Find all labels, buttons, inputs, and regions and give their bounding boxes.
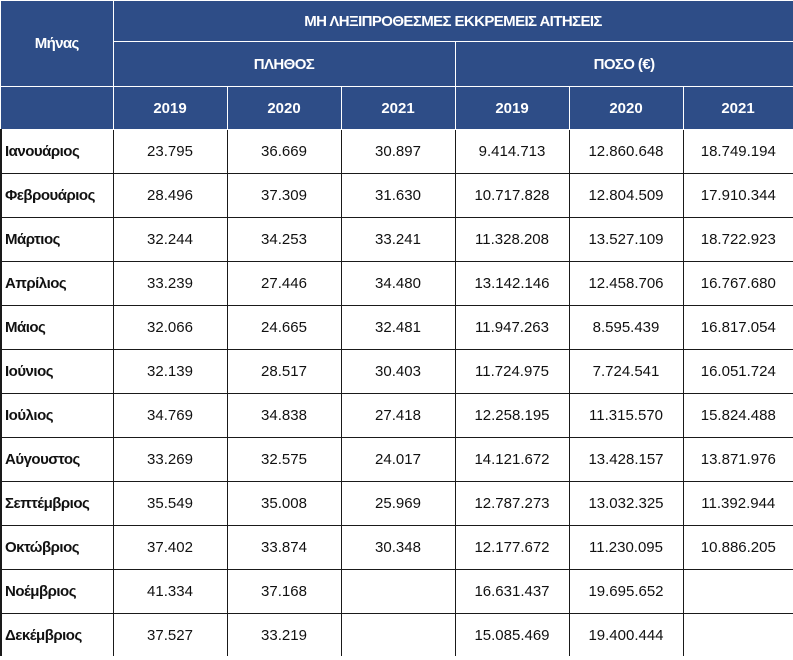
amount-2020-cell: 11.315.570: [569, 394, 683, 438]
count-2020-cell: 27.446: [227, 262, 341, 306]
amount-2019-cell: 11.328.208: [455, 218, 569, 262]
count-2020-cell: 28.517: [227, 350, 341, 394]
amount-2020-cell: 19.695.652: [569, 570, 683, 614]
table-row: [1, 394, 793, 438]
month-cell: Ιούλιος: [1, 394, 113, 438]
count-2021-cell: [341, 614, 455, 657]
table-title: ΜΗ ΛΗΞΙΠΡΟΘΕΣΜΕΣ ΕΚΚΡΕΜΕΙΣ ΑΙΤΗΣΕΙΣ: [113, 1, 793, 42]
amount-2019-cell: 12.258.195: [455, 394, 569, 438]
count-2020-cell: 32.575: [227, 438, 341, 482]
year-header-amount-2020: 2020: [569, 87, 683, 130]
count-2019-cell: 33.269: [113, 438, 227, 482]
table-header: [1, 1, 793, 130]
count-2020-cell: 37.168: [227, 570, 341, 614]
amount-group-header: ΠΟΣΟ (€): [455, 42, 793, 87]
amount-2021-cell: 18.722.923: [683, 218, 793, 262]
table-row: [1, 218, 793, 262]
count-2020-cell: 37.309: [227, 174, 341, 218]
amount-2021-cell: 13.871.976: [683, 438, 793, 482]
count-2019-cell: 32.244: [113, 218, 227, 262]
count-2021-cell: 34.480: [341, 262, 455, 306]
table-row: [1, 482, 793, 526]
amount-2019-cell: 9.414.713: [455, 130, 569, 174]
table-row: [1, 350, 793, 394]
table-body: [1, 130, 793, 657]
count-2020-cell: 24.665: [227, 306, 341, 350]
amount-2021-cell: [683, 570, 793, 614]
amount-2019-cell: 13.142.146: [455, 262, 569, 306]
count-2019-cell: 34.769: [113, 394, 227, 438]
amount-2019-cell: 14.121.672: [455, 438, 569, 482]
amount-2020-cell: 12.804.509: [569, 174, 683, 218]
count-2021-cell: 32.481: [341, 306, 455, 350]
count-2021-cell: 33.241: [341, 218, 455, 262]
amount-2019-cell: 12.787.273: [455, 482, 569, 526]
amount-2019-cell: 10.717.828: [455, 174, 569, 218]
month-cell: Απρίλιος: [1, 262, 113, 306]
amount-2021-cell: 11.392.944: [683, 482, 793, 526]
amount-2019-cell: 12.177.672: [455, 526, 569, 570]
amount-2020-cell: 13.428.157: [569, 438, 683, 482]
amount-2020-cell: 12.860.648: [569, 130, 683, 174]
table-row: [1, 174, 793, 218]
year-header-count-2019: 2019: [113, 87, 227, 130]
year-header-count-2020: 2020: [227, 87, 341, 130]
month-column-header: Μήνας: [1, 1, 113, 87]
table-row: [1, 438, 793, 482]
amount-2021-cell: 16.051.724: [683, 350, 793, 394]
table-row: [1, 306, 793, 350]
year-header-amount-2021: 2021: [683, 87, 793, 130]
count-2021-cell: 25.969: [341, 482, 455, 526]
count-2021-cell: 30.348: [341, 526, 455, 570]
table-row: [1, 614, 793, 657]
table-row: [1, 262, 793, 306]
month-cell: Ιανουάριος: [1, 130, 113, 174]
month-cell: Μάρτιος: [1, 218, 113, 262]
amount-2021-cell: 15.824.488: [683, 394, 793, 438]
month-cell: Μάιος: [1, 306, 113, 350]
month-cell: Αύγουστος: [1, 438, 113, 482]
count-2019-cell: 37.527: [113, 614, 227, 657]
count-group-header: ΠΛΗΘΟΣ: [113, 42, 455, 87]
count-2019-cell: 37.402: [113, 526, 227, 570]
amount-2020-cell: 19.400.444: [569, 614, 683, 657]
amount-2019-cell: 11.724.975: [455, 350, 569, 394]
amount-2020-cell: 7.724.541: [569, 350, 683, 394]
amount-2020-cell: 12.458.706: [569, 262, 683, 306]
count-2021-cell: 31.630: [341, 174, 455, 218]
count-2021-cell: 30.403: [341, 350, 455, 394]
amount-2019-cell: 15.085.469: [455, 614, 569, 657]
table-row: [1, 570, 793, 614]
month-cell: Οκτώβριος: [1, 526, 113, 570]
amount-2020-cell: 8.595.439: [569, 306, 683, 350]
count-2020-cell: 33.874: [227, 526, 341, 570]
amount-2021-cell: 16.817.054: [683, 306, 793, 350]
month-header-spacer: [1, 87, 113, 130]
amount-2019-cell: 11.947.263: [455, 306, 569, 350]
count-2019-cell: 35.549: [113, 482, 227, 526]
count-2020-cell: 34.838: [227, 394, 341, 438]
count-2021-cell: [341, 570, 455, 614]
count-2020-cell: 35.008: [227, 482, 341, 526]
amount-2021-cell: 16.767.680: [683, 262, 793, 306]
count-2019-cell: 23.795: [113, 130, 227, 174]
count-2020-cell: 34.253: [227, 218, 341, 262]
month-cell: Νοέμβριος: [1, 570, 113, 614]
month-cell: Φεβρουάριος: [1, 174, 113, 218]
count-2019-cell: 32.139: [113, 350, 227, 394]
count-2019-cell: 33.239: [113, 262, 227, 306]
count-2021-cell: 24.017: [341, 438, 455, 482]
count-2019-cell: 41.334: [113, 570, 227, 614]
month-cell: Δεκέμβριος: [1, 614, 113, 657]
table-row: [1, 526, 793, 570]
amount-2021-cell: 10.886.205: [683, 526, 793, 570]
count-2021-cell: 30.897: [341, 130, 455, 174]
amount-2020-cell: 13.032.325: [569, 482, 683, 526]
count-2019-cell: 28.496: [113, 174, 227, 218]
year-header-amount-2019: 2019: [455, 87, 569, 130]
amount-2019-cell: 16.631.437: [455, 570, 569, 614]
count-2020-cell: 36.669: [227, 130, 341, 174]
year-header-count-2021: 2021: [341, 87, 455, 130]
table-row: [1, 130, 793, 174]
amount-2021-cell: [683, 614, 793, 657]
month-cell: Σεπτέμβριος: [1, 482, 113, 526]
amount-2020-cell: 11.230.095: [569, 526, 683, 570]
month-cell: Ιούνιος: [1, 350, 113, 394]
amount-2021-cell: 17.910.344: [683, 174, 793, 218]
amount-2020-cell: 13.527.109: [569, 218, 683, 262]
count-2019-cell: 32.066: [113, 306, 227, 350]
amount-2021-cell: 18.749.194: [683, 130, 793, 174]
count-2020-cell: 33.219: [227, 614, 341, 657]
count-2021-cell: 27.418: [341, 394, 455, 438]
